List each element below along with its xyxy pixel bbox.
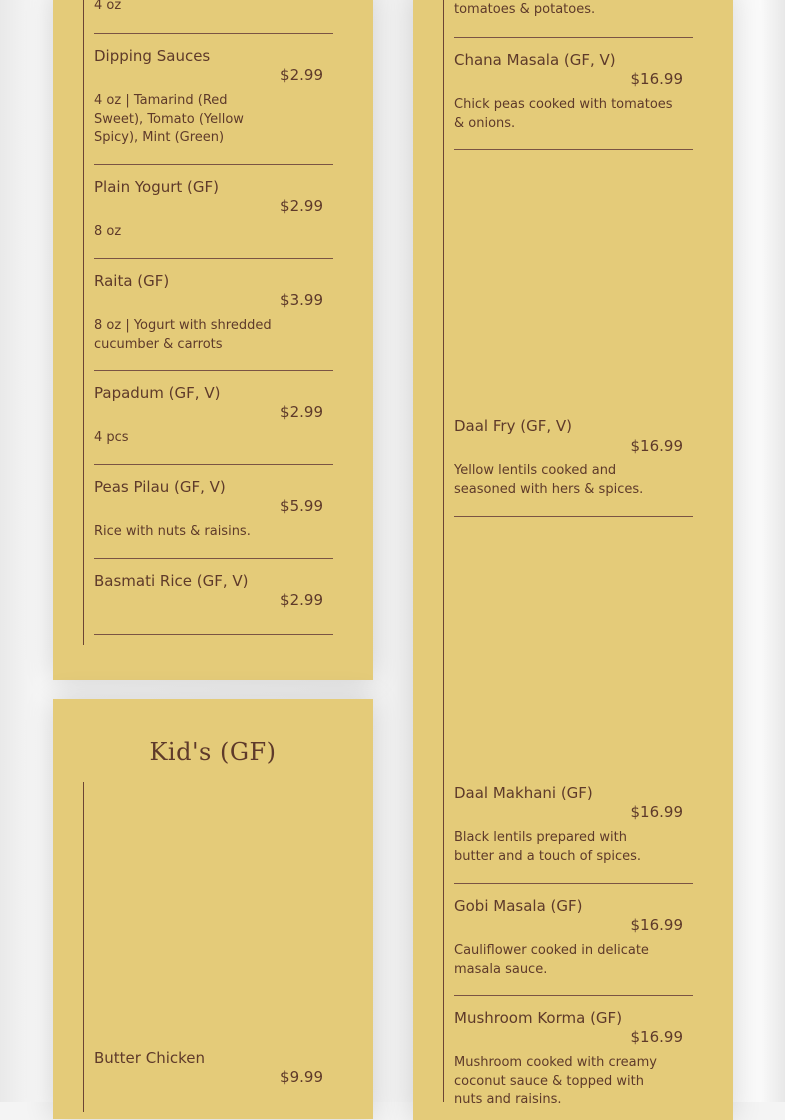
item-name: Plain Yogurt (GF) [94,178,219,196]
card-divider-line [83,782,84,1112]
item-price: $2.99 [280,403,323,421]
item-name: Chana Masala (GF, V) [454,51,616,69]
item-name: Raita (GF) [94,272,170,290]
item-description: Mushroom cooked with creamy coconut sauce & topped with nuts and raisins. [454,1055,657,1107]
item-description: Black lentils prepared with butter and a touch of spices. [454,830,642,864]
top-fragment-text: 4 oz [94,0,122,13]
item-separator [94,558,333,559]
item-name: Butter Chicken [94,1049,206,1067]
item-separator [94,370,333,371]
item-price: $9.99 [280,1068,323,1086]
item-separator [454,37,693,38]
item-separator [94,33,333,34]
item-separator [94,164,333,165]
item-price: $16.99 [630,1028,683,1046]
item-name: Daal Makhani (GF) [454,784,593,802]
item-price: $5.99 [280,497,323,515]
item-separator [454,995,693,996]
item-separator [94,464,333,465]
item-description: 8 oz | Yogurt with shredded cucumber & carrots [94,318,272,352]
item-price: $16.99 [630,916,683,934]
item-price: $16.99 [630,70,683,88]
item-description: Chick peas cooked with tomatoes & onions. [454,97,673,131]
item-separator [94,634,333,635]
item-name: Papadum (GF, V) [94,384,221,402]
top-fragment-text: tomatoes & potatoes. [454,2,596,17]
item-separator [454,883,693,884]
item-name: Dipping Sauces [94,47,211,65]
item-separator [454,516,693,517]
item-name: Gobi Masala (GF) [454,897,583,915]
item-separator [94,258,333,259]
item-price: $2.99 [280,197,323,215]
item-separator [454,149,693,150]
item-description: 8 oz [94,224,122,239]
card-divider-line [443,0,444,1102]
item-name: Basmati Rice (GF, V) [94,572,249,590]
item-name: Mushroom Korma (GF) [454,1009,623,1027]
item-price: $16.99 [630,803,683,821]
item-description: 4 oz | Tamarind (Red Sweet), Tomato (Yellow Spicy), Mint (Green) [94,93,244,145]
item-name: Daal Fry (GF, V) [454,417,572,435]
item-description: Yellow lentils cooked and seasoned with hers & spices. [454,463,644,497]
item-description: 4 pcs [94,430,129,445]
item-name: Peas Pilau (GF, V) [94,478,226,496]
section-title: Kid's (GF) [149,738,277,766]
item-description: Cauliflower cooked in delicate masala sauce. [454,943,649,977]
item-description: Rice with nuts & raisins. [94,524,251,539]
item-price: $16.99 [630,437,683,455]
item-price: $3.99 [280,291,323,309]
card-divider-line [83,0,84,645]
item-price: $2.99 [280,66,323,84]
item-price: $2.99 [280,591,323,609]
